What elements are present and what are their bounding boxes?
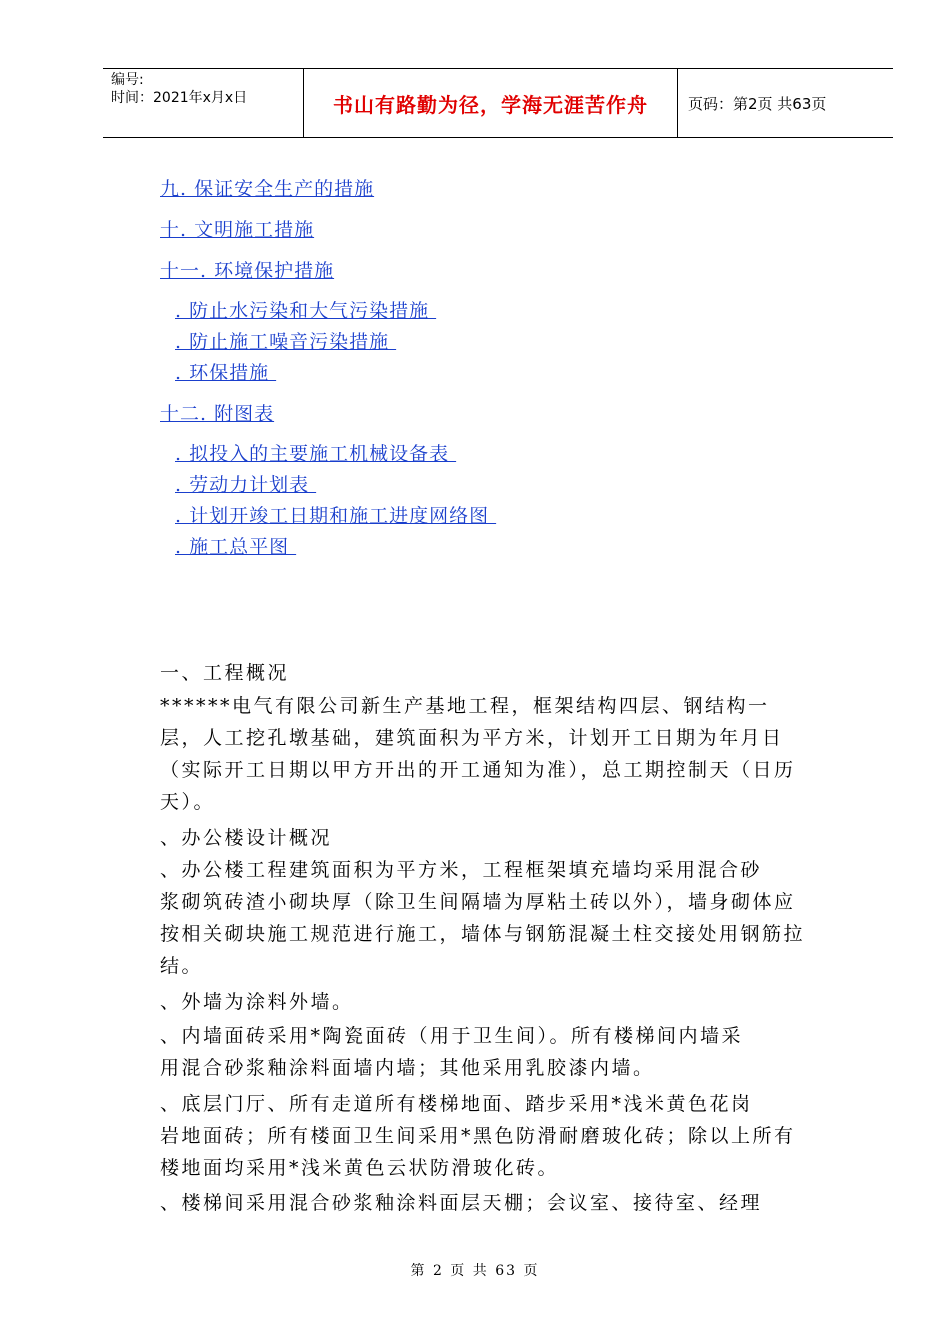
toc-subitem-machinery[interactable]: . 拟投入的主要施工机械设备表 bbox=[175, 443, 457, 465]
page-footer: 第 2 页 共 63 页 bbox=[410, 1263, 540, 1279]
paragraph-line: 、楼梯间采用混合砂浆釉涂料面层天棚；会议室、接待室、经理 bbox=[160, 1192, 763, 1214]
paragraph-line: 、外墙为涂料外墙。 bbox=[160, 991, 354, 1013]
paragraph-line: 、底层门厅、所有走道所有楼梯地面、踏步采用*浅米黄色花岗 bbox=[160, 1093, 753, 1115]
toc-subitem-schedule[interactable]: . 计划开竣工日期和施工进度网络图 bbox=[175, 505, 497, 527]
paragraph-line: 、内墙面砖采用*陶瓷面砖（用于卫生间）。所有楼梯间内墙采 bbox=[160, 1025, 744, 1047]
toc-subitem-eco[interactable]: . 环保措施 bbox=[175, 362, 277, 384]
toc-subitem-pollution[interactable]: . 防止水污染和大气污染措施 bbox=[175, 300, 437, 322]
toc-subitem-noise[interactable]: . 防止施工噪音污染措施 bbox=[175, 331, 397, 353]
motto-text: 书山有路勤为径，学海无涯苦作舟 bbox=[333, 92, 648, 117]
header-page-cell bbox=[678, 69, 893, 137]
paragraph-line: 用混合砂浆釉涂料面墙内墙；其他采用乳胶漆内墙。 bbox=[160, 1057, 655, 1079]
paragraph-line: 层，人工挖孔墩基础，建筑面积为平方米，计划开工日期为年月日 bbox=[160, 727, 784, 749]
page-code: 页码：第2页 共63页 bbox=[688, 94, 827, 113]
paragraph-line: 、办公楼工程建筑面积为平方米，工程框架填充墙均采用混合砂 bbox=[160, 859, 763, 881]
toc-subitem-site-plan[interactable]: . 施工总平图 bbox=[175, 536, 297, 558]
header-motto-cell bbox=[304, 69, 678, 137]
toc-item-environment[interactable]: 十一. 环境保护措施 bbox=[160, 260, 335, 282]
toc-item-safety[interactable]: 九. 保证安全生产的措施 bbox=[160, 178, 375, 200]
paragraph-line: 浆砌筑砖渣小砌块厚（除卫生间隔墙为厚粘土砖以外），墙身砌体应 bbox=[160, 891, 796, 913]
toc-item-appendix[interactable]: 十二. 附图表 bbox=[160, 403, 275, 425]
paragraph-line: 、办公楼设计概况 bbox=[160, 827, 333, 849]
paragraph-line: 楼地面均采用*浅米黄色云状防滑玻化砖。 bbox=[160, 1157, 560, 1179]
number-label: 编号: bbox=[111, 72, 144, 88]
page-header bbox=[103, 68, 893, 138]
paragraph-line: 结。 bbox=[160, 955, 204, 977]
paragraph-line: 天）。 bbox=[160, 791, 216, 813]
time-label: 时间：2021年x月x日 bbox=[111, 90, 248, 106]
paragraph-line: 岩地面砖；所有楼面卫生间采用*黑色防滑耐磨玻化砖；除以上所有 bbox=[160, 1125, 796, 1147]
toc-item-civilized[interactable]: 十. 文明施工措施 bbox=[160, 219, 315, 241]
toc-subitem-labor[interactable]: . 劳动力计划表 bbox=[175, 474, 317, 496]
paragraph-line: ******电气有限公司新生产基地工程，框架结构四层、钢结构一 bbox=[160, 695, 770, 717]
section-heading: 一、工程概况 bbox=[160, 662, 290, 684]
paragraph-line: 按相关砌块施工规范进行施工，墙体与钢筋混凝土柱交接处用钢筋拉 bbox=[160, 923, 806, 945]
paragraph-line: （实际开工日期以甲方开出的开工通知为准），总工期控制天（日历 bbox=[160, 759, 796, 781]
header-info-cell bbox=[103, 69, 304, 137]
